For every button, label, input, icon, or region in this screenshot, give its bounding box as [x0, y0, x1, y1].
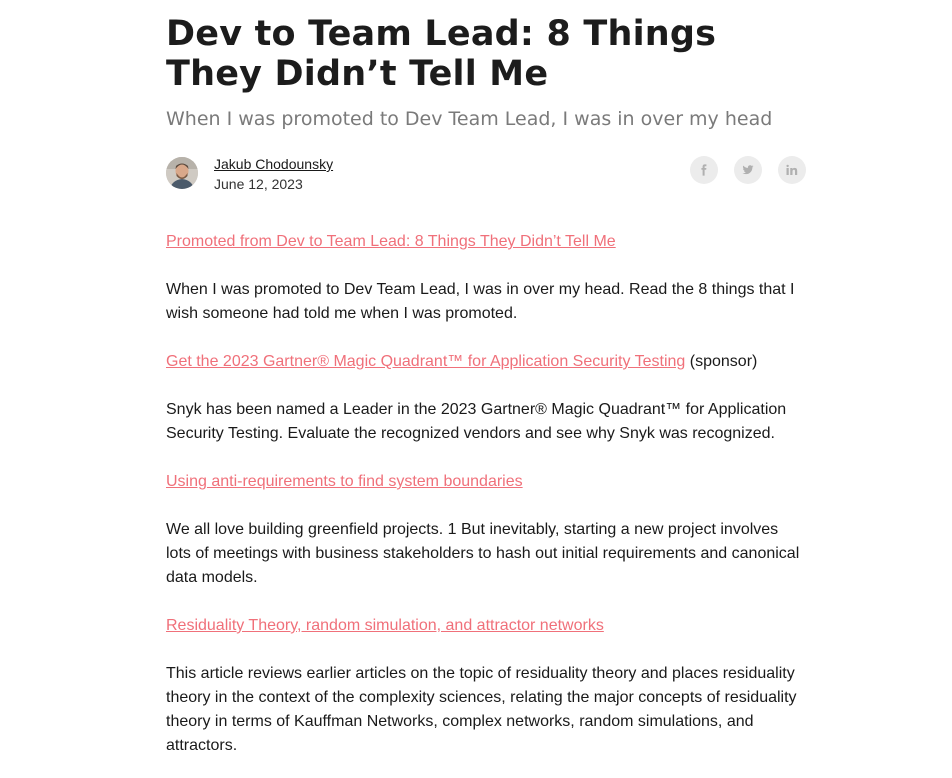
- item-link-dev-to-team-lead[interactable]: Promoted from Dev to Team Lead: 8 Things They Didn’t Tell Me: [166, 233, 616, 250]
- share-facebook-button[interactable]: [690, 156, 718, 184]
- avatar-photo-icon: [166, 157, 198, 189]
- twitter-icon: [742, 164, 754, 176]
- share-twitter-button[interactable]: [734, 156, 762, 184]
- item-description: We all love building greenfield projects. 1 But inevitably, starting a new project involves lots of meetings with business stakeholders to hash out initial requirements and canonical data models.: [166, 521, 800, 586]
- item-description: Snyk has been named a Leader in the 2023 Gartner® Magic Quadrant™ for Application Security Testing. Evaluate the recognized vendors and see why Snyk was recognized.: [166, 401, 787, 442]
- item-link-anti-requirements[interactable]: Using anti-requirements to find system boundaries: [166, 473, 523, 490]
- item-link-paragraph: [166, 614, 806, 638]
- article: [166, 14, 806, 778]
- item-link-paragraph: [166, 470, 806, 494]
- item-link-paragraph: [166, 350, 806, 374]
- author-avatar[interactable]: [166, 157, 198, 189]
- author-name-link[interactable]: Jakub Chodounsky: [214, 156, 334, 172]
- item-link-gartner-sponsor[interactable]: Get the 2023 Gartner® Magic Quadrant™ for Application Security Testing: [166, 353, 686, 370]
- author-block: [214, 154, 333, 194]
- publish-date: June 12, 2023: [214, 176, 303, 192]
- sponsor-label: (sponsor): [685, 353, 758, 370]
- item-description: When I was promoted to Dev Team Lead, I was in over my head. Read the 8 things that I wish someone had told me when I was promoted.: [166, 281, 795, 322]
- article-subtitle: When I was promoted to Dev Team Lead, I was in over my head: [166, 108, 773, 130]
- share-linkedin-button[interactable]: [778, 156, 806, 184]
- item-link-residuality-theory[interactable]: Residuality Theory, random simulation, and attractor networks: [166, 617, 604, 634]
- item-description: This article reviews earlier articles on the topic of residuality theory and places residuality theory in the context of the complexity sciences, relating the major concepts of residuality theory in terms of Kauffman Networks, complex networks, random simulations, and attractors.: [166, 665, 797, 754]
- share-buttons: [690, 156, 806, 184]
- byline: [166, 154, 806, 194]
- article-title: Dev to Team Lead: 8 Things They Didn’t Tell Me: [166, 14, 717, 94]
- facebook-icon: [698, 164, 710, 176]
- item-link-paragraph: [166, 230, 806, 254]
- linkedin-icon: [786, 164, 798, 176]
- article-content: [166, 230, 806, 758]
